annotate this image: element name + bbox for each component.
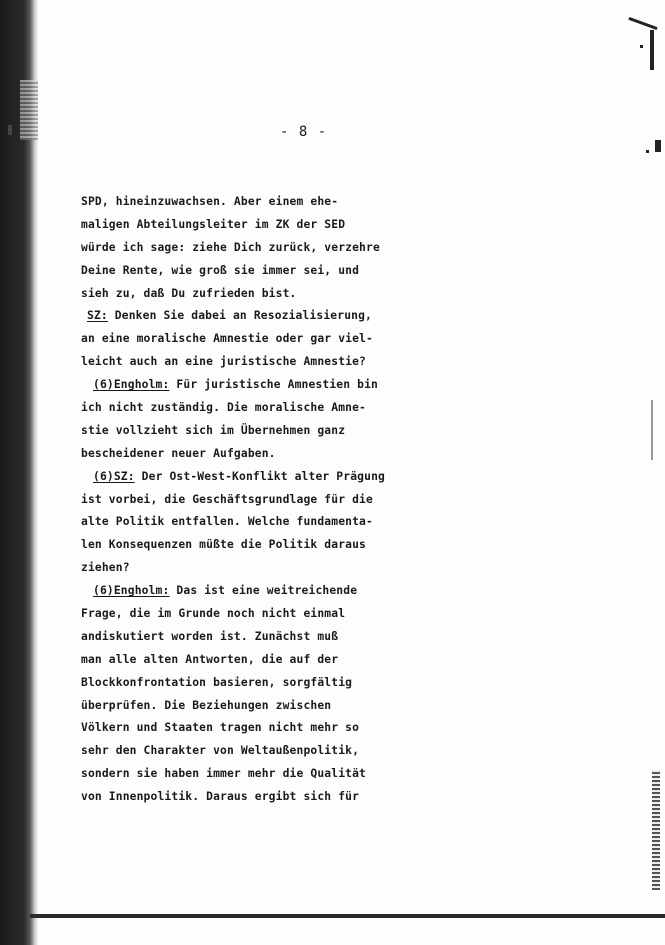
- line-text: andiskutiert worden ist. Zunächst muß: [81, 629, 339, 643]
- scan-speck: [655, 140, 661, 152]
- text-line: [81, 603, 371, 626]
- text-line: [81, 557, 371, 580]
- text-line: [81, 214, 371, 237]
- line-text: Blockkonfrontation basieren, sorgfältig: [81, 675, 353, 689]
- line-text: Frage, die im Grunde noch nicht einmal: [81, 607, 346, 621]
- speaker-label: (6)Engholm:: [93, 584, 170, 598]
- line-text: Deine Rente, wie groß sie immer sei, und: [81, 263, 360, 277]
- text-line: [81, 649, 371, 672]
- text-line: [81, 443, 371, 466]
- text-line: [81, 305, 371, 328]
- text-line: [81, 191, 371, 214]
- text-line: [81, 695, 371, 718]
- text-line: [81, 328, 371, 351]
- text-line: [81, 283, 371, 306]
- text-line: [81, 763, 371, 786]
- text-line: [81, 580, 371, 603]
- speaker-label: SZ:: [87, 309, 108, 323]
- line-text: Denken Sie dabei an Resozialisierung,: [107, 309, 373, 323]
- line-text: sehr den Charakter von Weltaußenpolitik,: [81, 744, 360, 758]
- scan-artifact: [20, 80, 38, 140]
- scan-speck: [646, 150, 649, 153]
- text-line: [81, 786, 371, 809]
- text-line: [81, 740, 371, 763]
- line-text: man alle alten Antworten, die auf der: [81, 652, 339, 666]
- line-text: sieh zu, daß Du zufrieden bist.: [81, 286, 297, 300]
- text-line: [81, 511, 371, 534]
- line-text: an eine moralische Amnestie oder gar viel-: [81, 332, 373, 346]
- text-line: [81, 420, 371, 443]
- text-line: [81, 717, 371, 740]
- text-line: [81, 672, 371, 695]
- scan-bottom-edge: [30, 914, 665, 918]
- text-line: [81, 534, 371, 557]
- text-line: [81, 351, 371, 374]
- text-line: [81, 489, 371, 512]
- line-text: ich nicht zuständig. Die moralische Amne-: [81, 401, 367, 415]
- scan-mark: [8, 125, 12, 135]
- text-line: [81, 374, 379, 397]
- text-line: [81, 626, 371, 649]
- text-line: [81, 237, 380, 260]
- line-text: überprüfen. Die Beziehungen zwischen: [81, 698, 332, 712]
- line-text: bescheidener neuer Aufgaben.: [81, 446, 276, 460]
- scan-speck: [640, 45, 643, 48]
- line-text: alte Politik entfallen. Welche fundamenta-: [81, 515, 373, 529]
- line-text: von Innenpolitik. Daraus ergibt sich für: [81, 790, 360, 804]
- line-text: maligen Abteilungsleiter im ZK der SED: [81, 217, 346, 231]
- line-text: Völkern und Staaten tragen nicht mehr so: [81, 721, 360, 735]
- scan-edge-shadow: [0, 0, 38, 945]
- text-line: [81, 260, 371, 283]
- page-number: - 8 -: [280, 124, 328, 140]
- scan-speck: [651, 400, 653, 460]
- body-text: [81, 191, 385, 809]
- text-line: [81, 397, 371, 420]
- line-text: würde ich sage: ziehe Dich zurück, verzehre: [81, 240, 380, 254]
- line-text: sondern sie haben immer mehr die Qualität: [81, 767, 367, 781]
- line-text: ziehen?: [81, 561, 130, 575]
- line-text: SPD, hineinzuwachsen. Aber einem ehe-: [81, 195, 339, 208]
- line-text: Der Ost-West-Konflikt alter Prägung: [134, 469, 385, 483]
- line-text: leicht auch an eine juristische Amnestie?: [81, 355, 367, 369]
- line-text: ist vorbei, die Geschäftsgrundlage für die: [81, 492, 373, 506]
- scan-speck: [652, 770, 660, 890]
- line-text: len Konsequenzen müßte die Politik daraus: [81, 538, 367, 552]
- scan-speck: [650, 30, 654, 70]
- line-text: Das ist eine weitreichende: [169, 584, 358, 598]
- line-text: stie vollzieht sich im Übernehmen ganz: [81, 423, 346, 437]
- speaker-label: (6)Engholm:: [93, 378, 170, 392]
- text-line: [81, 466, 385, 489]
- speaker-label: (6)SZ:: [93, 469, 135, 483]
- scan-speck: [628, 17, 657, 30]
- line-text: Für juristische Amnestien bin: [169, 378, 379, 392]
